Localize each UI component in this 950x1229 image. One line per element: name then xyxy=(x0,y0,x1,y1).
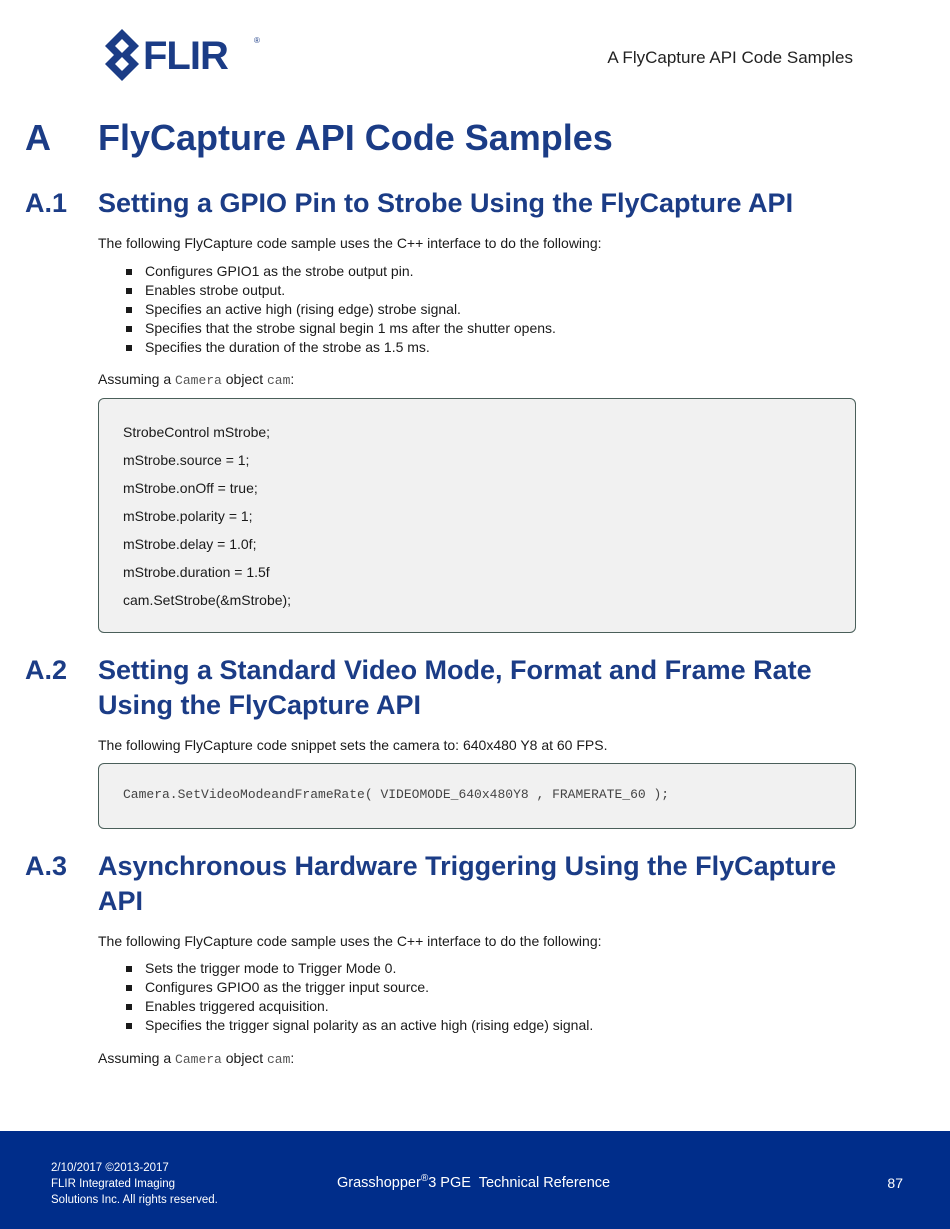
section-a2-intro: The following FlyCapture code snippet sets the camera to: 640x480 Y8 at 60 FPS. xyxy=(98,737,608,753)
list-item: Sets the trigger mode to Trigger Mode 0. xyxy=(126,959,593,978)
inline-code-class: Camera xyxy=(175,1052,222,1067)
list-item: Specifies the duration of the strobe as 1.5 ms. xyxy=(126,338,556,357)
chapter-title: FlyCapture API Code Samples xyxy=(98,117,613,158)
code-line: StrobeControl mStrobe; xyxy=(123,424,271,440)
inline-code-var: cam xyxy=(267,373,291,388)
code-line: mStrobe.delay = 1.0f; xyxy=(123,536,257,552)
section-title: Setting a Standard Video Mode, Format and Frame Rate Using the FlyCapture API xyxy=(98,655,812,720)
list-item: Specifies the trigger signal polarity as an active high (rising edge) signal. xyxy=(126,1016,593,1035)
svg-text:®: ® xyxy=(254,36,260,45)
section-a3-intro: The following FlyCapture code sample uses the C++ interface to do the following: xyxy=(98,933,602,949)
flir-logo-graphic xyxy=(105,29,265,81)
list-item: Specifies that the strobe signal begin 1 ms after the shutter opens. xyxy=(126,319,556,338)
section-a1-intro: The following FlyCapture code sample uses the C++ interface to do the following: xyxy=(98,235,602,251)
section-a3-bullet-list xyxy=(126,959,593,1035)
page-number: 87 xyxy=(887,1175,903,1191)
logo-text: FLIR xyxy=(143,34,228,78)
inline-code-var: cam xyxy=(267,1052,291,1067)
footer-company-line: Solutions Inc. All rights reserved. xyxy=(51,1194,218,1206)
code-block-video-mode xyxy=(98,763,856,829)
section-a1-bullet-list xyxy=(126,262,556,357)
chapter-number: A xyxy=(25,117,51,158)
list-item: Enables triggered acquisition. xyxy=(126,997,593,1016)
code-block-strobe xyxy=(98,398,856,633)
page-footer xyxy=(0,1131,950,1229)
code-line: cam.SetStrobe(&mStrobe); xyxy=(123,592,292,608)
list-item: Configures GPIO0 as the trigger input source. xyxy=(126,978,593,997)
running-header: A FlyCapture API Code Samples xyxy=(607,48,853,67)
code-line: mStrobe.source = 1; xyxy=(123,452,250,468)
list-item: Configures GPIO1 as the strobe output pin. xyxy=(126,262,556,281)
section-title: Setting a GPIO Pin to Strobe Using the FlyCapture API xyxy=(98,188,794,218)
section-number: A.3 xyxy=(25,851,68,881)
section-title: Asynchronous Hardware Triggering Using the FlyCapture API xyxy=(98,851,837,916)
footer-company-line: FLIR Integrated Imaging xyxy=(51,1178,176,1190)
footer-copyright xyxy=(51,1160,218,1208)
flir-logo xyxy=(105,29,265,81)
section-number: A.2 xyxy=(25,655,68,685)
footer-doc-title: Grasshopper®3 PGE Technical Reference xyxy=(337,1173,611,1191)
code-line: Camera.SetVideoModeandFrameRate( VIDEOMODE_640x480Y8 , FRAMERATE_60 ); xyxy=(123,787,670,802)
code-line: mStrobe.duration = 1.5f xyxy=(123,564,270,580)
section-a3-assuming: Assuming a Camera object cam: xyxy=(98,1050,295,1067)
section-a1-assuming: Assuming a Camera object cam: xyxy=(98,371,295,388)
code-line: mStrobe.polarity = 1; xyxy=(123,508,253,524)
inline-code-class: Camera xyxy=(175,373,222,388)
code-line: mStrobe.onOff = true; xyxy=(123,480,258,496)
footer-date: 2/10/2017 ©2013-2017 xyxy=(51,1162,169,1174)
list-item: Specifies an active high (rising edge) strobe signal. xyxy=(126,300,556,319)
list-item: Enables strobe output. xyxy=(126,281,556,300)
section-number: A.1 xyxy=(25,188,68,218)
